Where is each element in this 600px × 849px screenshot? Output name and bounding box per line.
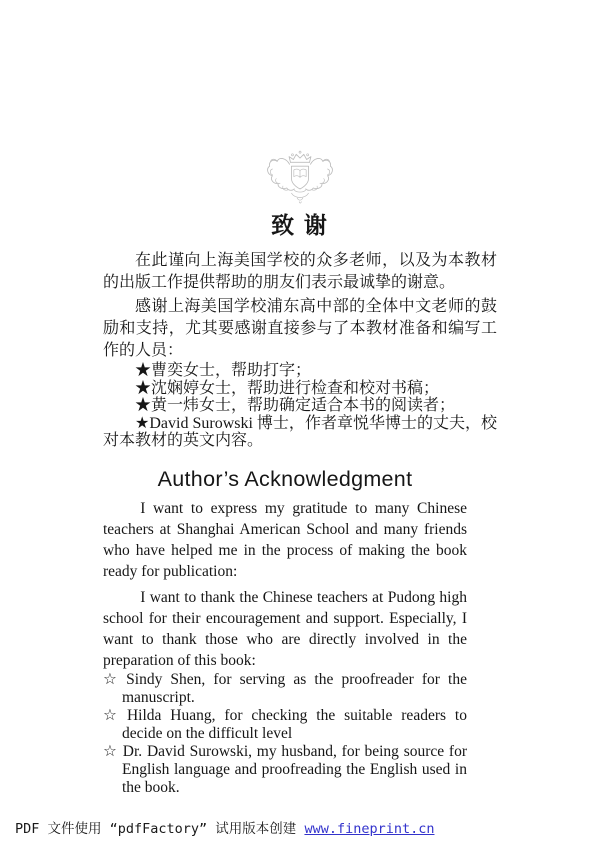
- list-item: [103, 362, 497, 380]
- list-item: [103, 743, 467, 797]
- list-item-text: 黄一炜女士，帮助确定适合本书的阅读者；: [151, 397, 456, 414]
- english-section: [103, 467, 467, 797]
- list-item-text: 曹奕女士，帮助打字；: [151, 362, 312, 379]
- filled-star-icon: ★: [135, 379, 152, 397]
- chinese-paragraph-1: 在此谨向上海美国学校的众多老师，以及为本教材的出版工作提供帮助的朋友们表示最诚挚的谢意。: [103, 252, 497, 291]
- page-content: [103, 0, 497, 797]
- emblem-container: [103, 150, 497, 208]
- outline-star-icon: ☆: [103, 670, 122, 688]
- footer-text: PDF 文件使用 “pdfFactory” 试用版本创建: [15, 821, 305, 837]
- outline-star-icon: ☆: [103, 742, 118, 760]
- list-item-text: Hilda Huang, for checking the suitable readers to decide on the difficult level: [122, 706, 467, 742]
- list-item-text: David Surowski 博士，作者章悦华博士的丈夫，校对本教材的英文内容。: [103, 414, 498, 449]
- outline-star-icon: ☆: [103, 706, 122, 724]
- filled-star-icon: ★: [135, 362, 152, 379]
- list-item: [103, 397, 497, 415]
- filled-star-icon: ★: [135, 414, 150, 432]
- list-item: [103, 415, 497, 450]
- list-item-text: Dr. David Surowski, my husband, for being source for English language and proofreading the English used in the book.: [122, 742, 467, 796]
- english-paragraph-1: I want to express my gratitude to many Chinese teachers at Shanghai American School and many friends who have helped me in the process of making the book ready for publication:: [103, 499, 467, 580]
- list-item-text: Sindy Shen, for serving as the proofreader for the manuscript.: [122, 670, 467, 706]
- chinese-paragraph-2: 感谢上海美国学校浦东高中部的全体中文老师的鼓励和支持，尤其要感谢直接参与了本教材准备和编写工作的人员：: [103, 298, 497, 359]
- pdf-factory-footer: [15, 817, 434, 837]
- chinese-contributor-list: [103, 362, 497, 450]
- english-paragraph-2: I want to thank the Chinese teachers at Pudong high school for their encouragement and support. Especially, I want to thank those who are directly involved in the preparation of this book:: [103, 588, 467, 669]
- list-item: [103, 707, 467, 743]
- english-section-title: Author’s Acknowledgment: [157, 466, 413, 491]
- english-contributor-list: [103, 671, 467, 797]
- coat-of-arms-icon: [260, 150, 340, 207]
- list-item-text: 沈娴婷女士，帮助进行检查和校对书稿；: [151, 379, 440, 397]
- filled-star-icon: ★: [135, 397, 152, 414]
- fineprint-link[interactable]: www.fineprint.cn: [304, 821, 435, 837]
- list-item: [103, 671, 467, 707]
- page-title: 致 谢: [271, 213, 329, 238]
- list-item: [103, 380, 497, 398]
